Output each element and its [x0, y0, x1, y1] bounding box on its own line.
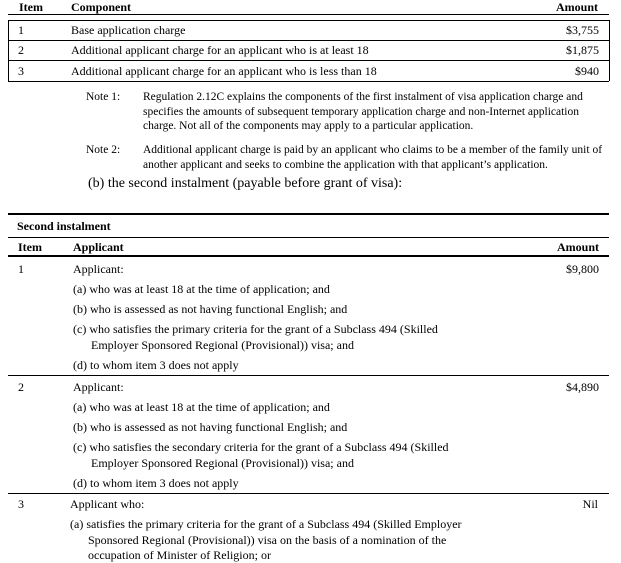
applicant-line: (a) who was at least 18 at the time of application; and [73, 282, 330, 296]
note-2-label: Note 2: [86, 144, 121, 156]
item-number: 2 [18, 380, 24, 394]
col-header-amount: Amount [556, 240, 599, 254]
col-header-applicant: Applicant [73, 240, 124, 254]
amount-value: $3,755 [566, 23, 599, 37]
col-header-item: Item [18, 240, 42, 254]
applicant-line: (a) satisfies the primary criteria for the grant of a Subclass 494 (Skilled Employer [70, 517, 462, 531]
second-instalment-intro: (b) the second instalment (payable before grant of visa): [88, 176, 403, 191]
note-2-text: Additional applicant charge is paid by an applicant who claims to be a member of the family unit of another applicant and seeks to combine the application with that applicant’s application. [143, 144, 603, 171]
component-text: Base application charge [71, 23, 186, 37]
applicant-line: Applicant: [73, 380, 124, 394]
applicant-line: (c) who satisfies the secondary criteria for the grant of a Subclass 494 (Skilled [73, 440, 449, 454]
applicant-line: (d) to whom item 3 does not apply [73, 358, 239, 372]
applicant-line: Applicant who: [70, 497, 145, 511]
item-number: 1 [18, 262, 24, 276]
component-text: Additional applicant charge for an applicant who is less than 18 [71, 64, 377, 78]
item-number: 3 [18, 64, 24, 78]
applicant-line: Sponsored Regional (Provisional)) visa on the basis of a nomination of the [88, 533, 447, 547]
applicant-line: (b) who is assessed as not having functional English; and [73, 302, 348, 316]
applicant-line: (b) who is assessed as not having functional English; and [73, 420, 348, 434]
amount-value: $940 [575, 64, 599, 78]
note-1-label: Note 1: [86, 91, 121, 103]
item-number: 2 [18, 43, 24, 57]
item-number: 1 [18, 23, 24, 37]
applicant-line: Employer Sponsored Regional (Provisional)) visa; and [91, 338, 354, 352]
col-header-item: Item [19, 0, 43, 14]
col-header-amount: Amount [555, 0, 598, 14]
applicant-line: (a) who was at least 18 at the time of application; and [73, 400, 330, 414]
applicant-line: (d) to whom item 3 does not apply [73, 476, 239, 490]
applicant-line: Employer Sponsored Regional (Provisional)) visa; and [91, 456, 354, 470]
component-text: Additional applicant charge for an applicant who is at least 18 [71, 43, 369, 57]
amount-value: Nil [582, 497, 598, 511]
amount-value: $9,800 [566, 262, 599, 276]
applicant-line: Applicant: [73, 262, 124, 276]
applicant-line: (c) who satisfies the primary criteria for the grant of a Subclass 494 (Skilled [73, 322, 438, 336]
table-caption: Second instalment [17, 219, 111, 233]
amount-value: $4,890 [566, 380, 599, 394]
applicant-line: occupation of Minister of Religion; or [88, 548, 271, 562]
amount-value: $1,875 [566, 43, 599, 57]
note-1-text: Regulation 2.12C explains the components of the first instalment of visa application charge and specifies the amounts of subsequent temporary application charge and non-Internet application charge. Not all of the components may apply to a particular application. [143, 91, 583, 132]
item-number: 3 [18, 497, 24, 511]
col-header-component: Component [71, 0, 132, 14]
